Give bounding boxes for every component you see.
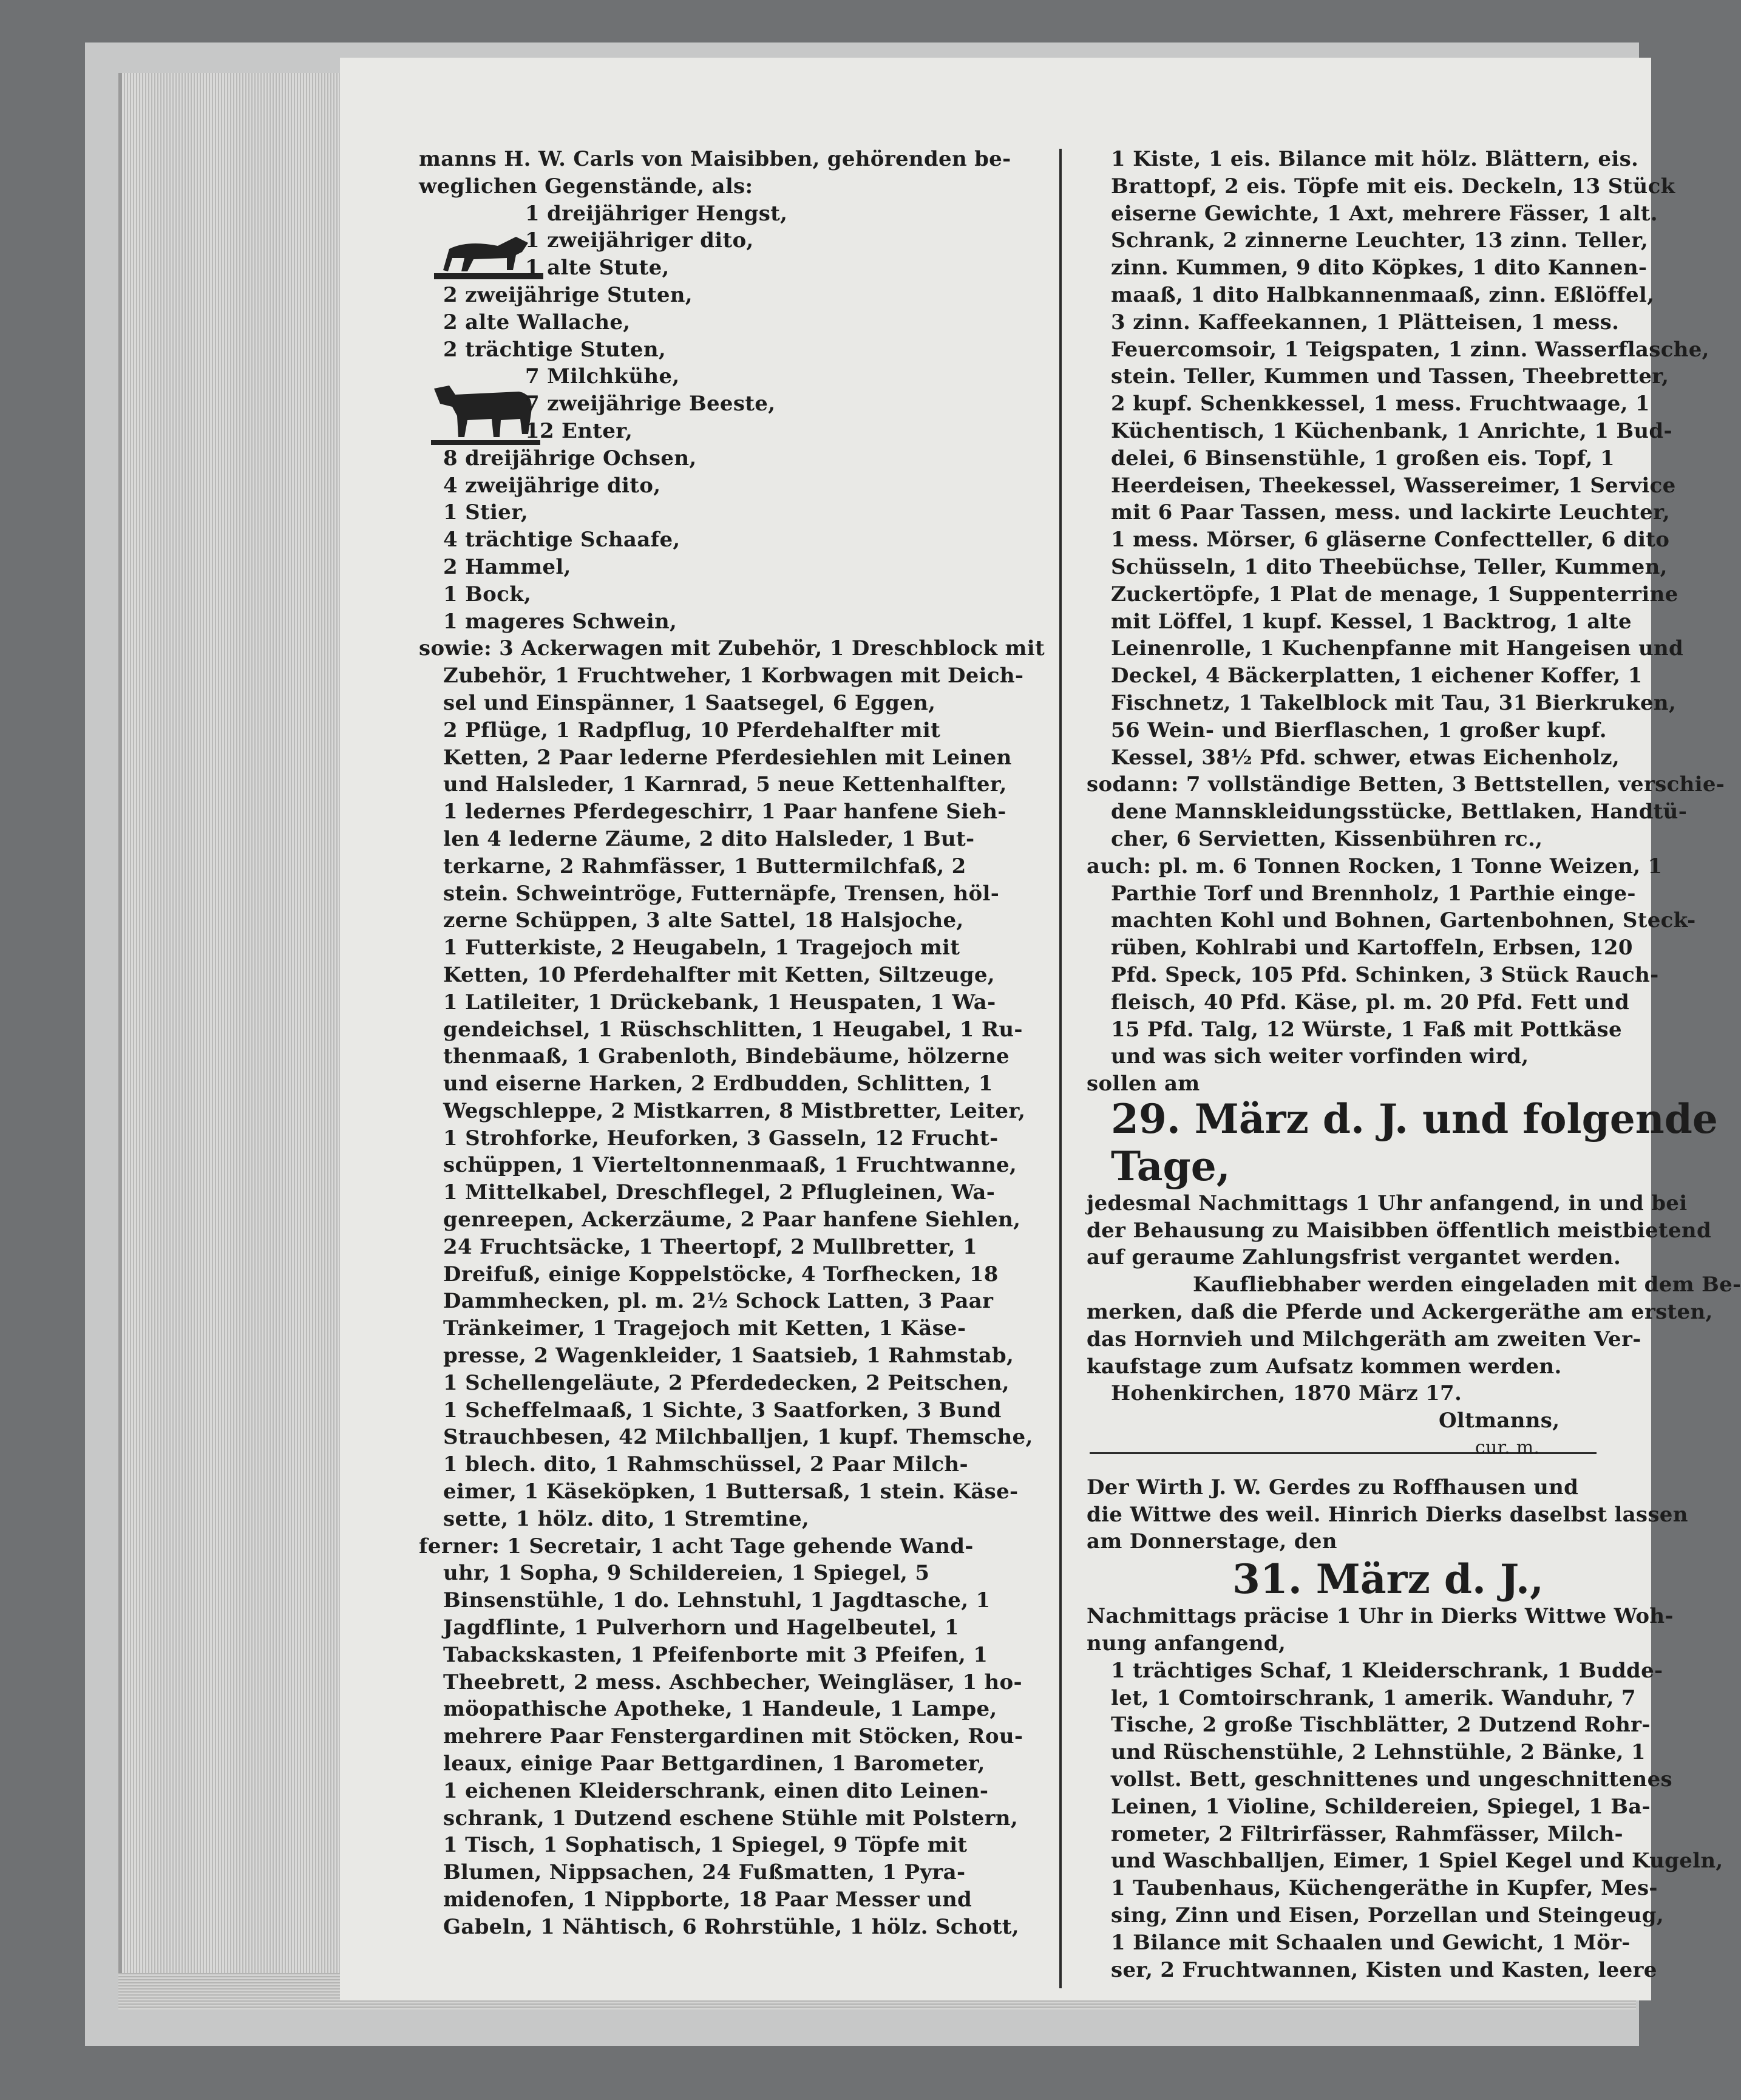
text-line: 1 mageres Schwein, [443,609,677,634]
text-line: thenmaaß, 1 Grabenloth, Bindebäume, hölzerne [443,1044,1010,1069]
text-line: Dreifuß, einige Koppelstöcke, 4 Torfhecken, 18 [443,1262,999,1286]
page-edges [118,73,347,1973]
text-line: Dammhecken, pl. m. 2½ Schock Latten, 3 Paar [443,1289,994,1314]
text-line: mit 6 Paar Tassen, mess. und lackirte Leuchter, [1111,500,1670,525]
text-line: Schüsseln, 1 dito Theebüchse, Teller, Kummen, [1111,554,1668,579]
text-line: stein. Teller, Kummen und Tassen, Theebretter, [1111,364,1669,389]
text-line: 1 Scheffelmaaß, 1 Sichte, 3 Saatforken, 3 Bund [443,1398,1002,1422]
right-column [1087,146,1741,1983]
text-line: dene Mannskleidungsstücke, Bettlaken, Handtü- [1111,800,1688,824]
text-line: Schrank, 2 zinnerne Leuchter, 13 zinn. Teller, [1111,228,1648,253]
text-line: Tabackskasten, 1 Pfeifenborte mit 3 Pfeifen, 1 [443,1642,988,1667]
text-line: möopathische Apotheke, 1 Handeule, 1 Lampe, [443,1697,997,1722]
text-line: Parthie Torf und Brennholz, 1 Parthie einge- [1111,881,1636,906]
text-line: 1 Futterkiste, 2 Heugabeln, 1 Tragejoch mit [443,936,960,960]
text-line: kaufstage zum Aufsatz kommen werden. [1087,1354,1562,1379]
text-line: Kaufliebhaber werden eingeladen mit dem Be- [1193,1273,1741,1297]
text-line: ser, 2 Fruchtwannen, Kisten und Kasten, leere [1111,1957,1657,1982]
text-line: Brattopf, 2 eis. Töpfe mit eis. Deckeln, 13 Stück [1111,174,1675,199]
text-line: 1 Bock, [443,582,532,607]
text-line: ferner: 1 Secretair, 1 acht Tage gehende Wand- [419,1534,974,1558]
text-line: Feuercomsoir, 1 Teigspaten, 1 zinn. Wasserflasche, [1111,337,1709,362]
text-line: fleisch, 40 Pfd. Käse, pl. m. 20 Pfd. Fett und [1111,990,1630,1014]
text-line: Kessel, 38½ Pfd. schwer, etwas Eichenholz, [1111,745,1620,770]
text-line: jedesmal Nachmittags 1 Uhr anfangend, in und bei [1087,1191,1688,1215]
text-line: 7 zweijährige Beeste, [525,392,776,416]
text-line: terkarne, 2 Rahmfässer, 1 Buttermilchfaß, 2 [443,854,966,878]
second-auction-headline: 31. März d. J., [1232,1555,1544,1603]
text-line: sollen am [1087,1072,1200,1096]
text-line: 1 Stier, [443,500,528,525]
text-line: len 4 lederne Zäume, 2 dito Halsleder, 1 But- [443,826,975,851]
auction-date-headline: 29. März d. J. und folgende [1111,1095,1718,1143]
text-line: gendeichsel, 1 Rüschschlitten, 1 Heugabel, 1 Ru- [443,1017,1023,1042]
text-line: 1 alte Stute, [525,256,670,280]
text-line: auch: pl. m. 6 Tonnen Rocken, 1 Tonne Weizen, 1 [1087,854,1663,878]
text-line: 56 Wein- und Bierflaschen, 1 großer kupf. [1111,718,1607,742]
text-line: Deckel, 4 Bäckerplatten, 1 eichener Koffer, 1 [1111,664,1643,688]
text-line: 2 zweijährige Stuten, [443,282,693,307]
text-line: 1 zweijähriger dito, [525,228,754,253]
spacer [1087,1462,1645,1474]
text-line: schrank, 1 Dutzend eschene Stühle mit Polstern, [443,1806,1018,1830]
text-line: Ketten, 2 Paar lederne Pferdesiehlen mit Leinen [443,745,1012,770]
text-line: 2 Hammel, [443,554,571,579]
text-line: 2 alte Wallache, [443,310,631,335]
text-line: zinn. Kummen, 9 dito Köpkes, 1 dito Kannen- [1111,256,1648,280]
text-line: Tränkeimer, 1 Tragejoch mit Ketten, 1 Käse- [443,1316,966,1341]
text-line: weglichen Gegenstände, als: [419,174,753,199]
text-line: die Wittwe des weil. Hinrich Dierks daselbst lassen [1087,1502,1688,1527]
text-line: Wegschleppe, 2 Mistkarren, 8 Mistbretter, Leiter, [443,1098,1026,1123]
left-column [419,146,1045,1941]
text-line: auf geraume Zahlungsfrist vergantet werden. [1087,1245,1621,1270]
text-line: sodann: 7 vollständige Betten, 3 Bettstellen, verschie- [1087,772,1725,797]
text-line: 1 Bilance mit Schaalen und Gewicht, 1 Mör- [1111,1930,1631,1955]
text-line: sette, 1 hölz. dito, 1 Stremtine, [443,1506,810,1531]
text-line: delei, 6 Binsenstühle, 1 großen eis. Topf, 1 [1111,446,1615,471]
text-line: 1 ledernes Pferdegeschirr, 1 Paar hanfene Sieh- [443,800,1006,824]
auction-date-headline-cont: Tage, [1111,1142,1230,1190]
text-line: mit Löffel, 1 kupf. Kessel, 1 Backtrog, 1 alte [1111,609,1632,634]
text-line: 1 Mittelkabel, Dreschflegel, 2 Pflugleinen, Wa- [443,1180,996,1205]
text-line: am Donnerstage, den [1087,1529,1337,1554]
text-line: 1 dreijähriger Hengst, [525,201,788,226]
text-line: Leinenrolle, 1 Kuchenpfanne mit Hangeisen und [1111,636,1684,661]
text-line: eiserne Gewichte, 1 Axt, mehrere Fässer, 1 alt. [1111,201,1658,226]
text-line: merken, daß die Pferde und Ackergeräthe am ersten, [1087,1300,1713,1325]
text-line: 15 Pfd. Talg, 12 Würste, 1 Faß mit Pottkäse [1111,1017,1622,1042]
text-line: rometer, 2 Filtrirfässer, Rahmfässer, Milch- [1111,1821,1623,1846]
text-line: 8 dreijährige Ochsen, [443,446,697,471]
text-line: Der Wirth J. W. Gerdes zu Roffhausen und [1087,1475,1579,1500]
text-line: Leinen, 1 Violine, Schildereien, Spiegel, 1 Ba- [1111,1794,1651,1819]
text-line: Jagdflinte, 1 Pulverhorn und Hagelbeutel, 1 [443,1616,959,1640]
text-line: 12 Enter, [525,418,633,443]
text-line: 2 Pflüge, 1 Radpflug, 10 Pferdehalfter mit [443,718,941,742]
text-line: 1 Taubenhaus, Küchengeräthe in Kupfer, Mes- [1111,1876,1658,1901]
text-line: Fischnetz, 1 Takelblock mit Tau, 31 Bierkruken, [1111,690,1677,715]
text-line: der Behausung zu Maisibben öffentlich meistbietend [1087,1218,1712,1243]
text-line: zerne Schüppen, 3 alte Sattel, 18 Halsjoche, [443,908,964,933]
text-line: 1 Strohforke, Heuforken, 3 Gasseln, 12 Frucht- [443,1126,999,1150]
text-line: sel und Einspänner, 1 Saatsegel, 6 Eggen, [443,690,936,715]
text-line: Zuckertöpfe, 1 Plat de menage, 1 Suppenterrine [1111,582,1678,607]
text-line: 2 trächtige Stuten, [443,337,666,362]
text-line: midenofen, 1 Nippborte, 18 Paar Messer und [443,1888,972,1912]
text-line: Heerdeisen, Theekessel, Wassereimer, 1 Service [1111,473,1676,498]
text-line: sing, Zinn und Eisen, Porzellan und Steingeug, [1111,1903,1664,1928]
text-line: let, 1 Comtoirschrank, 1 amerik. Wanduhr, 7 [1111,1685,1636,1710]
text-line: Nachmittags präcise 1 Uhr in Dierks Wittwe Woh- [1087,1604,1674,1629]
text-line: und was sich weiter vorfinden wird, [1111,1044,1529,1069]
text-line: 1 trächtiges Schaf, 1 Kleiderschrank, 1 Budde- [1111,1658,1663,1683]
text-line: schüppen, 1 Vierteltonnenmaaß, 1 Fruchtwanne, [443,1153,1017,1178]
text-line: 1 Tisch, 1 Sophatisch, 1 Spiegel, 9 Töpfe mit [443,1833,968,1858]
text-line: leaux, einige Paar Bettgardinen, 1 Barometer, [443,1752,985,1776]
text-line: genreepen, Ackerzäume, 2 Paar hanfene Siehlen, [443,1208,1021,1232]
text-line: 4 trächtige Schaafe, [443,528,680,552]
text-line: manns H. W. Carls von Maisibben, gehörenden be- [419,147,1011,171]
text-line: 1 mess. Mörser, 6 gläserne Confectteller, 6 dito [1111,528,1670,552]
text-line: Zubehör, 1 Fruchtweher, 1 Korbwagen mit Deich- [443,664,1024,688]
text-line: vollst. Bett, geschnittenes und ungeschnittenes [1111,1767,1672,1792]
text-line: Tische, 2 große Tischblätter, 2 Dutzend Rohr- [1111,1713,1651,1738]
text-line: Binsenstühle, 1 do. Lehnstuhl, 1 Jagdtasche, 1 [443,1588,991,1613]
text-line: machten Kohl und Bohnen, Gartenbohnen, Steck- [1111,908,1696,933]
text-line: 1 eichenen Kleiderschrank, einen dito Leinen- [443,1778,989,1803]
text-line: Gabeln, 1 Nähtisch, 6 Rohrstühle, 1 hölz. Schott, [443,1914,1019,1939]
text-line: maaß, 1 dito Halbkannenmaaß, zinn. Eßlöffel, [1111,282,1655,307]
text-line: Theebrett, 2 mess. Aschbecher, Weingläser, 1 ho- [443,1670,1022,1694]
text-line: und Waschballjen, Eimer, 1 Spiel Kegel und Kugeln, [1111,1849,1723,1874]
signature-title: cur. m. [1475,1437,1540,1459]
text-line: cher, 6 Servietten, Kissenbühren rc., [1111,826,1543,851]
text-line: und eiserne Harken, 2 Erdbudden, Schlitten, 1 [443,1072,993,1096]
text-line: das Hornvieh und Milchgeräth am zweiten Ver- [1087,1327,1641,1351]
text-line: 3 zinn. Kaffeekannen, 1 Plätteisen, 1 mess. [1111,310,1620,335]
text-line: Hohenkirchen, 1870 März 17. [1111,1381,1462,1406]
text-line: eimer, 1 Käseköpken, 1 Buttersaß, 1 stein. Käse- [443,1480,1019,1504]
text-line: mehrere Paar Fenstergardinen mit Stöcken, Rou- [443,1724,1023,1749]
text-line: Blumen, Nippsachen, 24 Fußmatten, 1 Pyra- [443,1860,966,1885]
text-line: 1 Latileiter, 1 Drückebank, 1 Heuspaten, 1 Wa- [443,990,996,1014]
text-line: uhr, 1 Sopha, 9 Schildereien, 1 Spiegel, 5 [443,1561,930,1586]
text-line: 2 kupf. Schenkkessel, 1 mess. Fruchtwaage, 1 [1111,392,1650,416]
text-line: 24 Fruchtsäcke, 1 Theertopf, 2 Mullbretter, 1 [443,1234,977,1259]
text-line: 1 Schellengeläute, 2 Pferdedecken, 2 Peitschen, [443,1370,1010,1395]
column-divider [1059,149,1062,1988]
text-line: Pfd. Speck, 105 Pfd. Schinken, 3 Stück Rauch- [1111,962,1659,987]
text-line: und Halsleder, 1 Karnrad, 5 neue Kettenhalfter, [443,772,1007,797]
signature-name: Oltmanns, [1439,1408,1560,1433]
text-line: 1 blech. dito, 1 Rahmschüssel, 2 Paar Milch- [443,1452,968,1477]
text-line: Ketten, 10 Pferdehalfter mit Ketten, Siltzeuge, [443,962,995,987]
text-line: und Rüschenstühle, 2 Lehnstühle, 2 Bänke, 1 [1111,1740,1646,1765]
text-line: Küchentisch, 1 Küchenbank, 1 Anrichte, 1 Bud- [1111,418,1672,443]
text-line: 1 Kiste, 1 eis. Bilance mit hölz. Blättern, eis. [1111,147,1639,171]
text-line: 4 zweijährige dito, [443,473,661,498]
text-line: presse, 2 Wagenkleider, 1 Saatsieb, 1 Rahmstab, [443,1344,1014,1368]
text-line: nung anfangend, [1087,1631,1286,1656]
text-line: 7 Milchkühe, [525,364,680,389]
text-line: rüben, Kohlrabi und Kartoffeln, Erbsen, 120 [1111,936,1633,960]
text-line: stein. Schweintröge, Futternäpfe, Trensen, höl- [443,881,1000,906]
text-line: Strauchbesen, 42 Milchballjen, 1 kupf. Themsche, [443,1425,1033,1450]
text-line: sowie: 3 Ackerwagen mit Zubehör, 1 Dreschblock mit [419,636,1045,661]
